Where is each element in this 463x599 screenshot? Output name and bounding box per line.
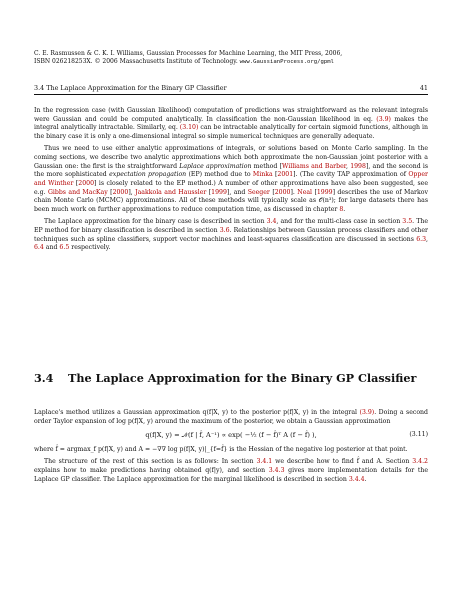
cross-reference-link[interactable]: 1999 <box>211 188 227 196</box>
cross-reference-link[interactable]: 2000 <box>78 180 95 188</box>
cross-reference-link[interactable]: 3.6 <box>219 226 230 234</box>
cross-reference-link[interactable]: Opper and Winther <box>34 171 428 188</box>
paragraph <box>34 446 428 455</box>
text-run: we describe how to find f̂ and A. Section <box>272 458 413 466</box>
text-run: ], and <box>226 188 248 196</box>
running-head <box>34 84 428 92</box>
text-run: [ <box>107 188 113 196</box>
text-run: In the regression case (with Gaussian likelihood) computation of predictions was straightforward as the relevant integrals were Gaussian and could be computed analytically. In classification the non-Gaussian likelihood in eq. <box>34 107 428 123</box>
cross-reference-link[interactable]: Williams and Barber <box>281 162 347 170</box>
cross-reference-link[interactable]: Minka <box>252 171 273 179</box>
cross-reference-link[interactable]: 2000 <box>274 188 291 196</box>
text-run: , <box>426 235 428 243</box>
text-run: ], and the second is the more sophisticated <box>34 162 429 179</box>
text-run: ]. <box>290 188 298 196</box>
text-run: method [ <box>251 162 282 170</box>
text-run: respectively. <box>69 244 111 252</box>
text-run: . <box>343 206 346 214</box>
cross-reference-link[interactable]: 2001 <box>277 171 294 179</box>
header-line-2 <box>34 58 442 66</box>
header-line-1: C. E. Rasmussen & C. K. I. Williams, Gaussian Processes for Machine Learning, the MIT Press, 2006, <box>34 50 343 57</box>
text-run: , <box>346 162 351 170</box>
cross-reference-link[interactable]: 1999 <box>316 188 333 196</box>
text-run: . Doing a second order Taylor expansion of log p(f|X, y) around the maximum of the posterior, we obtain a Gaussian approximation <box>34 409 428 425</box>
text-run: can be intractable analytically for certain sigmoid functions, although in the binary case it is only a one-dimensional integral so simple numerical techniques are generally adequate. <box>34 124 429 141</box>
cross-reference-link[interactable]: 3.4 <box>266 218 277 226</box>
section-heading <box>34 372 428 385</box>
paragraph <box>34 458 428 484</box>
text-run: [ <box>272 171 278 179</box>
cross-reference-link[interactable]: 6.3 <box>416 235 427 243</box>
cross-reference-link[interactable]: (3.9) <box>376 115 391 123</box>
text-run: [ <box>206 188 212 196</box>
text-run: gives more implementation details for the Laplace GP classifier. The Laplace approximation for the marginal likelihood is described in section <box>34 466 428 483</box>
text-run: [ <box>269 188 275 196</box>
cross-reference-link[interactable]: Seeger <box>247 188 270 196</box>
text-run: The Laplace approximation for the binary case is described in section <box>44 218 267 226</box>
text-run: where f̂ = argmax_f p(f|X, y) and A = −∇∇ log p(f|X, y)|_{f=f̂} is the Hessian of the negative log posterior at that point. <box>34 446 408 454</box>
cross-reference-link[interactable]: Neal <box>297 188 313 196</box>
cross-reference-link[interactable]: 8 <box>339 206 344 214</box>
section-body-text <box>34 409 428 488</box>
text-run: ] describes the use of Markov chain Monte Carlo (MCMC) approximations. All of these methods will typically scale as 𝒪(n³); for large datasets there has been much work on further approximations to reduce computation time, as discussed in chapter <box>34 188 428 214</box>
cross-reference-link[interactable]: (3.9) <box>359 409 375 416</box>
cross-reference-link[interactable]: (3.10) <box>179 124 199 132</box>
text-run: . <box>364 475 367 483</box>
text-run: ]. (The cavity TAP approximation of <box>293 171 409 179</box>
emphasized-term: expectation propagation <box>109 171 187 179</box>
emphasized-term: Laplace approximation <box>179 162 252 170</box>
page-number: 41 <box>419 84 428 92</box>
paragraph <box>34 107 428 142</box>
cross-reference-link[interactable]: Gibbs and MacKay <box>47 188 108 196</box>
text-run: ], <box>128 188 136 196</box>
cross-reference-link[interactable]: 6.4 <box>34 244 44 252</box>
cross-reference-link[interactable]: 3.4.3 <box>268 466 285 474</box>
section-title: The Laplace Approximation for the Binary GP Classifier <box>68 371 417 385</box>
text-run: . Relationships between Gaussian process classifiers and other techniques such as spline classifiers, support vector machines and least-squares classification are discussed in sections <box>34 226 428 243</box>
header-url-link[interactable]: www.GaussianProcess.org/gpml <box>239 59 334 65</box>
text-run: ] is closely related to the EP method.) A number of other approximations have also been suggested, see e.g. <box>34 180 428 196</box>
text-run: . The EP method for binary classification is described in section <box>34 218 428 234</box>
text-run: Laplace's method utilizes a Gaussian approximation q(f|X, y) to the posterior p(f|X, y) in the integral <box>34 409 360 416</box>
cross-reference-link[interactable]: 1998 <box>350 162 366 170</box>
cross-reference-link[interactable]: 3.5 <box>402 218 413 226</box>
copyright-header <box>34 50 442 66</box>
cross-reference-link[interactable]: Jaakkola and Haussler <box>135 188 207 196</box>
header-rule <box>34 94 428 95</box>
paragraph <box>34 409 428 426</box>
header-isbn-copyright: ISBN 026218253X. © 2006 Massachusetts Institute of Technology. <box>34 58 238 65</box>
text-run: [ <box>73 180 79 188</box>
section-paragraphs-before-equation <box>34 409 428 426</box>
text-run: , and for the multi-class case in section <box>276 218 403 226</box>
equation-text: q(f|X, y) = 𝒩(f | f̂, A⁻¹) ∝ exp( −½ (f − f̂)ᵀ A (f − f̂) ), <box>145 431 317 440</box>
text-run: Thus we need to use either analytic approximations of integrals, or solutions based on Monte Carlo sampling. In the coming sections, we describe two analytic approximations which both approximate the non-Gaussian joint posterior with a Gaussian one: the first is the straightforward <box>34 145 428 170</box>
running-head-title: 3.4 The Laplace Approximation for the Binary GP Classifier <box>34 84 227 92</box>
paragraph <box>34 218 428 253</box>
text-run: (EP) method due to <box>186 171 253 179</box>
text-run: [ <box>312 188 317 196</box>
text-run: The structure of the rest of this section is as follows: In section <box>44 458 257 466</box>
cross-reference-link[interactable]: 3.4.1 <box>256 458 273 466</box>
equation-number: (3.11) <box>409 431 428 439</box>
text-run: and <box>43 244 60 252</box>
equation-3-11 <box>34 431 428 440</box>
cross-reference-link[interactable]: 6.5 <box>59 244 70 252</box>
intro-body-text <box>34 107 428 256</box>
paragraph <box>34 145 428 215</box>
text-run: explains how to make predictions having obtained q(f|y), and section <box>34 466 269 474</box>
section-number: 3.4 <box>34 371 54 385</box>
section-paragraphs-after-equation <box>34 446 428 484</box>
cross-reference-link[interactable]: 3.4.4 <box>348 475 365 483</box>
text-run: makes the integral analytically intractable. Similarly, eq. <box>34 115 428 132</box>
cross-reference-link[interactable]: 3.4.2 <box>412 458 428 466</box>
cross-reference-link[interactable]: 2000 <box>112 188 129 196</box>
